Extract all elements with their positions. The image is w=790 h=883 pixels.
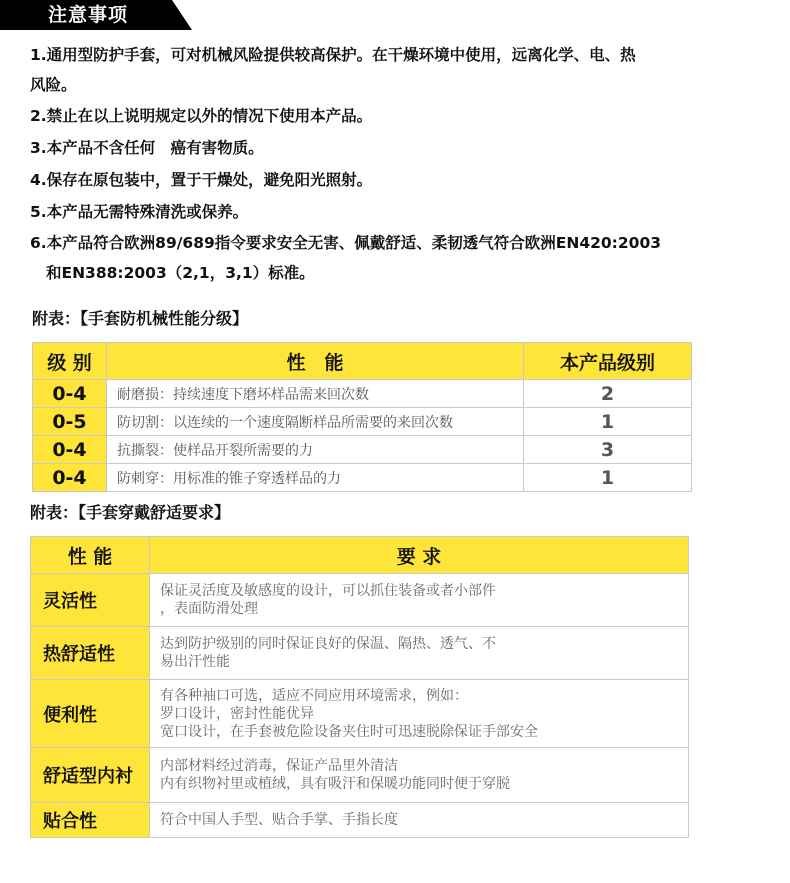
table-row xyxy=(31,803,689,838)
note-item xyxy=(30,40,770,100)
header-product-grade: 本产品级别 xyxy=(524,343,692,380)
grade-cell: 1 xyxy=(524,408,692,436)
level-cell: 0-4 xyxy=(33,464,107,492)
requirement-line: 内有织物衬里或植绒，具有吸汗和保暖功能同时便于穿脱 xyxy=(160,776,510,792)
requirement-cell xyxy=(150,748,689,803)
requirement-cell xyxy=(150,574,689,627)
table-row xyxy=(33,436,692,464)
requirement-line: ，表面防滑处理 xyxy=(160,601,258,617)
requirement-cell xyxy=(150,680,689,748)
table-row xyxy=(31,627,689,680)
note-text: 6.本产品符合欧洲89/689指令要求安全无害、佩戴舒适、柔韧透气符合欧洲EN420:2003 xyxy=(30,234,662,252)
table-row xyxy=(33,408,692,436)
note-text: 1.通用型防护手套，可对机械风险提供较高保护。在干燥环境中使用，远离化学、电、热 xyxy=(30,46,636,64)
grade-cell: 2 xyxy=(524,380,692,408)
note-item xyxy=(30,132,770,164)
note-text: 2.禁止在以上说明规定以外的情况下使用本产品。 xyxy=(30,107,373,125)
requirement-cell xyxy=(150,803,689,838)
property-cell: 灵活性 xyxy=(31,574,150,627)
comfort-requirement-table xyxy=(30,536,689,838)
note-item xyxy=(30,100,770,132)
table-header-row xyxy=(33,343,692,380)
header-performance: 性 能 xyxy=(107,343,524,380)
table-row xyxy=(33,380,692,408)
table-row xyxy=(31,748,689,803)
requirement-line: 易出汗性能 xyxy=(160,654,230,670)
desc-cell: 抗撕裂：使样品开裂所需要的力 xyxy=(107,436,524,464)
table-header-row xyxy=(31,537,689,574)
note-text: 4.保存在原包装中，置于干燥处，避免阳光照射。 xyxy=(30,171,373,189)
desc-cell: 耐磨损：持续速度下磨坏样品需来回次数 xyxy=(107,380,524,408)
property-cell: 贴合性 xyxy=(31,803,150,838)
grade-cell: 3 xyxy=(524,436,692,464)
property-cell: 热舒适性 xyxy=(31,627,150,680)
grade-cell: 1 xyxy=(524,464,692,492)
table-row xyxy=(31,574,689,627)
header-property: 性 能 xyxy=(31,537,150,574)
level-cell: 0-5 xyxy=(33,408,107,436)
note-text-cont: 风险。 xyxy=(30,76,77,94)
note-item xyxy=(30,164,770,196)
property-cell: 便利性 xyxy=(31,680,150,748)
requirement-cell xyxy=(150,627,689,680)
table-row xyxy=(31,680,689,748)
requirement-line: 符合中国人手型、贴合手掌、手指长度 xyxy=(160,812,398,828)
table2-caption: 附表：【手套穿戴舒适要求】 xyxy=(30,503,231,522)
requirement-line: 宽口设计，在手套被危险设备夹住时可迅速脱除保证手部安全 xyxy=(160,723,538,740)
desc-cell: 防刺穿：用标准的锥子穿透样品的力 xyxy=(107,464,524,492)
notes-list xyxy=(30,40,770,288)
section-title: 注意事项 xyxy=(48,4,129,26)
header-requirement: 要 求 xyxy=(150,537,689,574)
note-item xyxy=(30,228,770,288)
note-text: 3.本产品不含任何 癌有害物质。 xyxy=(30,139,264,157)
header-level: 级 别 xyxy=(33,343,107,380)
note-text: 5.本产品无需特殊清洗或保养。 xyxy=(30,203,249,221)
requirement-line: 内部材料经过消毒，保证产品里外清洁 xyxy=(160,758,398,774)
table1-caption: 附表：【手套防机械性能分级】 xyxy=(32,309,249,328)
level-cell: 0-4 xyxy=(33,380,107,408)
mechanical-grade-table xyxy=(32,342,692,492)
note-text-cont: 和EN388:2003（2,1，3,1）标准。 xyxy=(46,264,315,282)
note-item xyxy=(30,196,770,228)
level-cell: 0-4 xyxy=(33,436,107,464)
table-row xyxy=(33,464,692,492)
requirement-line: 罗口设计，密封性能优异 xyxy=(160,705,314,722)
desc-cell: 防切割：以连续的一个速度隔断样品所需要的来回次数 xyxy=(107,408,524,436)
requirement-line: 达到防护级别的同时保证良好的保温、隔热、透气、不 xyxy=(160,636,496,652)
requirement-line: 有各种袖口可选，适应不同应用环境需求，例如： xyxy=(160,687,468,704)
requirement-line: 保证灵活度及敏感度的设计，可以抓住装备或者小部件 xyxy=(160,583,496,599)
property-cell: 舒适型内衬 xyxy=(31,748,150,803)
